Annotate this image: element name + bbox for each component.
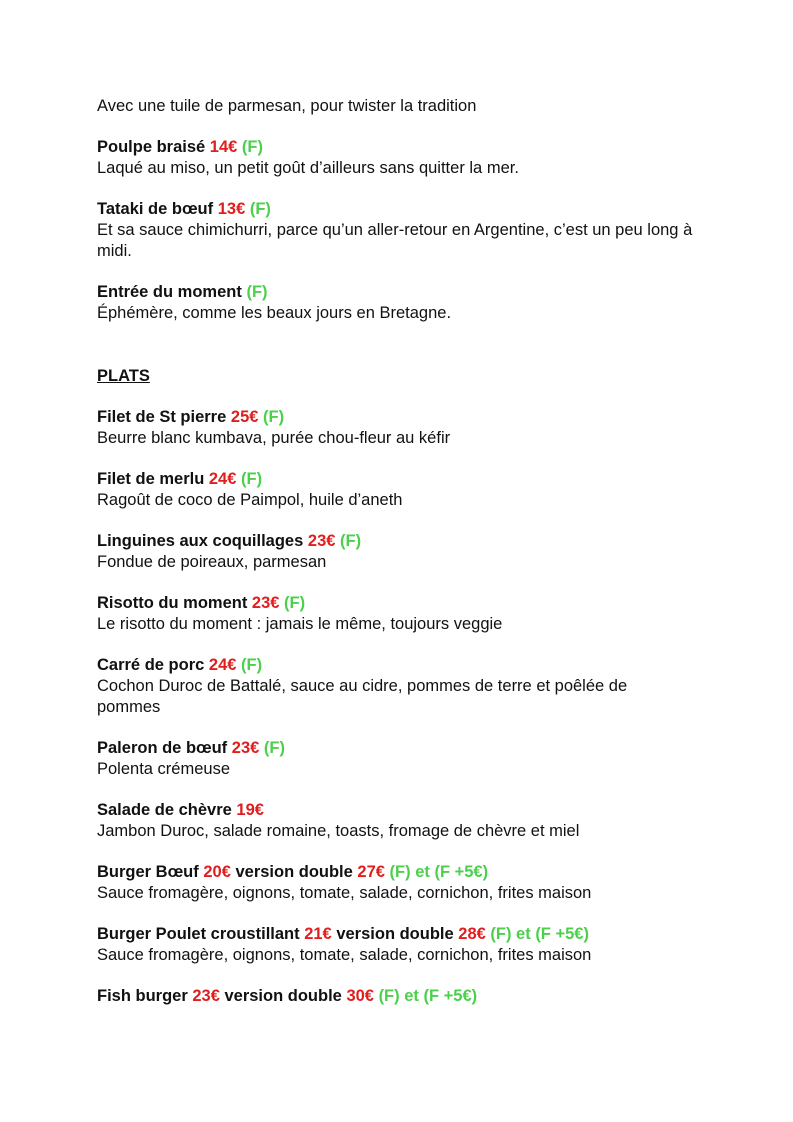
item-name: Salade de chèvre bbox=[97, 801, 232, 819]
formule-badge: (F) bbox=[246, 283, 268, 301]
item-description: Cochon Duroc de Battalé, sauce au cidre, pommes de terre et poêlée de pommes bbox=[97, 677, 628, 716]
formule-badge: (F) bbox=[263, 408, 285, 426]
formule-badge: (F) bbox=[241, 656, 263, 674]
item-name: Risotto du moment bbox=[97, 594, 248, 612]
item-description: Sauce fromagère, oignons, tomate, salade, cornichon, frites maison bbox=[97, 946, 592, 964]
formule-badge: (F) et (F +5€) bbox=[378, 987, 478, 1005]
double-price: 27€ bbox=[357, 863, 385, 881]
item-title bbox=[97, 531, 693, 552]
formule-badge: (F) bbox=[340, 532, 362, 550]
item-title bbox=[97, 199, 693, 220]
formule-badge: (F) bbox=[241, 138, 263, 156]
item-price: 21€ bbox=[304, 925, 332, 943]
menu-item bbox=[97, 655, 693, 718]
menu-item bbox=[97, 407, 693, 449]
menu-item bbox=[97, 137, 693, 179]
item-description: Éphémère, comme les beaux jours en Bretagne. bbox=[97, 304, 452, 322]
menu-item bbox=[97, 531, 693, 573]
item-price: 23€ bbox=[251, 594, 280, 612]
item-description: Beurre blanc kumbava, purée chou-fleur au kéfir bbox=[97, 429, 451, 447]
item-price: 23€ bbox=[192, 987, 220, 1005]
item-title bbox=[97, 469, 693, 490]
item-title bbox=[97, 862, 693, 883]
item-price: 20€ bbox=[203, 863, 231, 881]
item-name: Filet de St pierre bbox=[97, 408, 227, 426]
formule-badge: (F) bbox=[249, 200, 271, 218]
item-title bbox=[97, 593, 693, 614]
menu-item bbox=[97, 924, 693, 966]
item-name: Poulpe braisé bbox=[97, 138, 206, 156]
item-description: Et sa sauce chimichurri, parce qu’un aller-retour en Argentine, c’est un peu long à midi. bbox=[97, 221, 693, 260]
item-price: 13€ bbox=[217, 200, 246, 218]
item-description: Polenta crémeuse bbox=[97, 760, 230, 778]
item-description: Fondue de poireaux, parmesan bbox=[97, 553, 327, 571]
double-price: 28€ bbox=[458, 925, 486, 943]
menu-item bbox=[97, 593, 693, 635]
item-name: Entrée du moment bbox=[97, 283, 242, 301]
item-name: Carré de porc bbox=[97, 656, 205, 674]
item-name: Burger Poulet croustillant bbox=[97, 925, 300, 943]
item-title bbox=[97, 800, 693, 821]
item-price: 14€ bbox=[209, 138, 238, 156]
double-label: version double bbox=[336, 925, 454, 943]
double-price: 30€ bbox=[346, 987, 374, 1005]
item-name: Filet de merlu bbox=[97, 470, 205, 488]
item-name: Burger Bœuf bbox=[97, 863, 199, 881]
item-price: 23€ bbox=[231, 739, 260, 757]
item-price: 24€ bbox=[208, 470, 237, 488]
double-label: version double bbox=[235, 863, 353, 881]
item-description: Ragoût de coco de Paimpol, huile d’aneth bbox=[97, 491, 403, 509]
item-description: Laqué au miso, un petit goût d’ailleurs sans quitter la mer. bbox=[97, 159, 519, 177]
item-title bbox=[97, 407, 693, 428]
item-title bbox=[97, 655, 693, 676]
item-name: Linguines aux coquillages bbox=[97, 532, 304, 550]
menu-item bbox=[97, 800, 693, 842]
menu-item bbox=[97, 738, 693, 780]
item-description: Le risotto du moment : jamais le même, toujours veggie bbox=[97, 615, 503, 633]
menu-item bbox=[97, 986, 693, 1007]
item-name: Paleron de bœuf bbox=[97, 739, 228, 757]
item-title bbox=[97, 924, 693, 945]
formule-badge: (F) et (F +5€) bbox=[490, 925, 589, 943]
item-title bbox=[97, 282, 693, 303]
menu-item bbox=[97, 282, 693, 324]
formule-badge: (F) et (F +5€) bbox=[389, 863, 489, 881]
formule-badge: (F) bbox=[284, 594, 306, 612]
item-price: 19€ bbox=[236, 801, 264, 819]
item-title bbox=[97, 986, 693, 1007]
item-description: Jambon Duroc, salade romaine, toasts, fromage de chèvre et miel bbox=[97, 822, 580, 840]
menu-item bbox=[97, 469, 693, 511]
item-price: 25€ bbox=[230, 408, 259, 426]
item-title bbox=[97, 738, 693, 759]
item-price: 23€ bbox=[307, 532, 336, 550]
intro-line: Avec une tuile de parmesan, pour twister la tradition bbox=[97, 97, 477, 115]
section-heading-plats: PLATS bbox=[97, 367, 150, 385]
formule-badge: (F) bbox=[263, 739, 285, 757]
menu-item bbox=[97, 862, 693, 904]
item-price: 24€ bbox=[208, 656, 237, 674]
item-title bbox=[97, 137, 693, 158]
item-description: Sauce fromagère, oignons, tomate, salade, cornichon, frites maison bbox=[97, 884, 592, 902]
formule-badge: (F) bbox=[241, 470, 263, 488]
item-name: Fish burger bbox=[97, 987, 188, 1005]
menu-item bbox=[97, 199, 693, 262]
item-name: Tataki de bœuf bbox=[97, 200, 214, 218]
double-label: version double bbox=[224, 987, 342, 1005]
